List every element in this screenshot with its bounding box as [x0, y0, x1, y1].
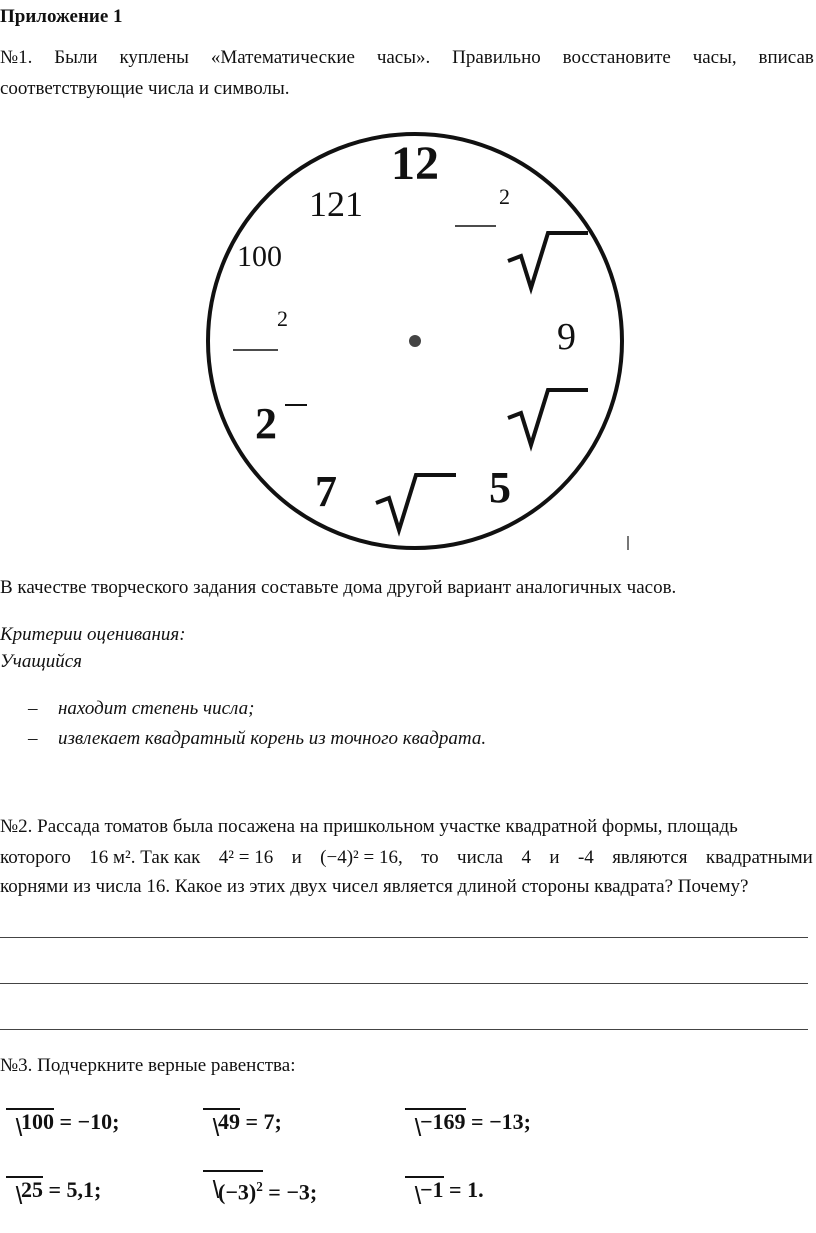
clock-number: 9	[557, 316, 576, 358]
task2-formula: 4² = 16	[218, 847, 274, 868]
task2-word: 16 м². Так как	[89, 847, 201, 868]
task1-word: куплены	[119, 47, 189, 68]
task2-word: являются	[612, 847, 688, 868]
task1-word: часы,	[692, 47, 737, 68]
task1-word: восстановите	[562, 47, 671, 68]
criteria-item	[28, 694, 254, 724]
clock-number: 7	[315, 467, 337, 516]
task3-title: №3. Подчеркните верные равенства:	[0, 1055, 296, 1076]
equation[interactable]	[203, 1170, 317, 1207]
sqrt-sign	[376, 475, 456, 530]
clock-number: 5	[489, 463, 511, 512]
answer-line[interactable]	[0, 1029, 808, 1030]
task2-line2	[0, 843, 813, 873]
equation[interactable]	[6, 1108, 119, 1135]
criteria-title: Критерии оценивания:	[0, 624, 186, 645]
task2-line3: корнями из числа 16. Какое из этих двух чисел является длиной стороны квадрата? Почему?	[0, 876, 749, 897]
sqrt-radicand: −169	[405, 1108, 466, 1134]
sqrt-radicand: −1	[405, 1176, 444, 1202]
stray-mark	[627, 536, 629, 550]
task2-word: квадратными	[705, 847, 813, 868]
criteria-text: извлекает квадратный корень из точного квадрата.	[58, 728, 487, 749]
task2-word: 4	[521, 847, 532, 868]
sqrt-radicand: (−3)	[218, 1179, 257, 1205]
math-clock	[203, 128, 627, 554]
task2-word: то	[421, 847, 439, 868]
equation[interactable]	[6, 1176, 101, 1203]
task2-word: и	[549, 847, 560, 868]
task2-line1: №2. Рассада томатов была посажена на пришкольном участке квадратной формы, площадь	[0, 816, 738, 837]
criteria-item	[28, 724, 486, 754]
student-label: Учащийся	[0, 651, 82, 672]
equation[interactable]	[405, 1176, 484, 1203]
task2-formula: (−4)² = 16,	[320, 847, 403, 868]
exponent: 2	[499, 184, 510, 209]
task1-word: №1.	[0, 47, 33, 68]
answer-line[interactable]	[0, 983, 808, 984]
exponent: 2	[256, 1179, 263, 1194]
clock-number: 2	[255, 399, 277, 448]
equation-rest: = 1.	[443, 1177, 484, 1202]
equation-rest: = 7;	[240, 1109, 282, 1134]
equation[interactable]	[405, 1108, 531, 1135]
clock-center-dot	[409, 335, 421, 347]
answer-line[interactable]	[0, 937, 808, 938]
bullet: –	[28, 698, 38, 719]
sqrt-radicand: 49	[203, 1108, 240, 1134]
bullet: –	[28, 728, 38, 749]
sqrt-radicand: 25	[6, 1176, 43, 1202]
task1-word: часы».	[376, 47, 431, 68]
equation-rest: = −10;	[54, 1109, 120, 1134]
task1-word: вписав	[758, 47, 814, 68]
criteria-text: находит степень числа;	[58, 698, 255, 719]
exponent: 2	[277, 306, 288, 331]
sqrt-radicand-group	[203, 1170, 263, 1207]
task2-word: которого	[0, 847, 71, 868]
sqrt-sign	[508, 233, 588, 288]
sqrt-sign	[508, 390, 588, 445]
equation-rest: = −13;	[465, 1109, 531, 1134]
clock-number: 121	[309, 184, 363, 224]
equation[interactable]	[203, 1108, 282, 1135]
task1-word: «Математические	[210, 47, 355, 68]
task1-word: Были	[54, 47, 98, 68]
task1-line1	[0, 43, 814, 73]
equation-rest: = 5,1;	[43, 1177, 102, 1202]
clock-number: 12	[391, 137, 439, 190]
sqrt-radicand: 100	[6, 1108, 54, 1134]
task2-word: -4	[577, 847, 594, 868]
creative-task: В качестве творческого задания составьте дома другой вариант аналогичных часов.	[0, 577, 677, 598]
equation-rest: = −3;	[262, 1179, 318, 1205]
task2-word: числа	[457, 847, 504, 868]
task2-word: и	[291, 847, 302, 868]
task1-line2: соответствующие числа и символы.	[0, 78, 290, 99]
page-title: Приложение 1	[0, 6, 123, 27]
clock-number: 100	[237, 240, 282, 273]
task1-word: Правильно	[452, 47, 541, 68]
